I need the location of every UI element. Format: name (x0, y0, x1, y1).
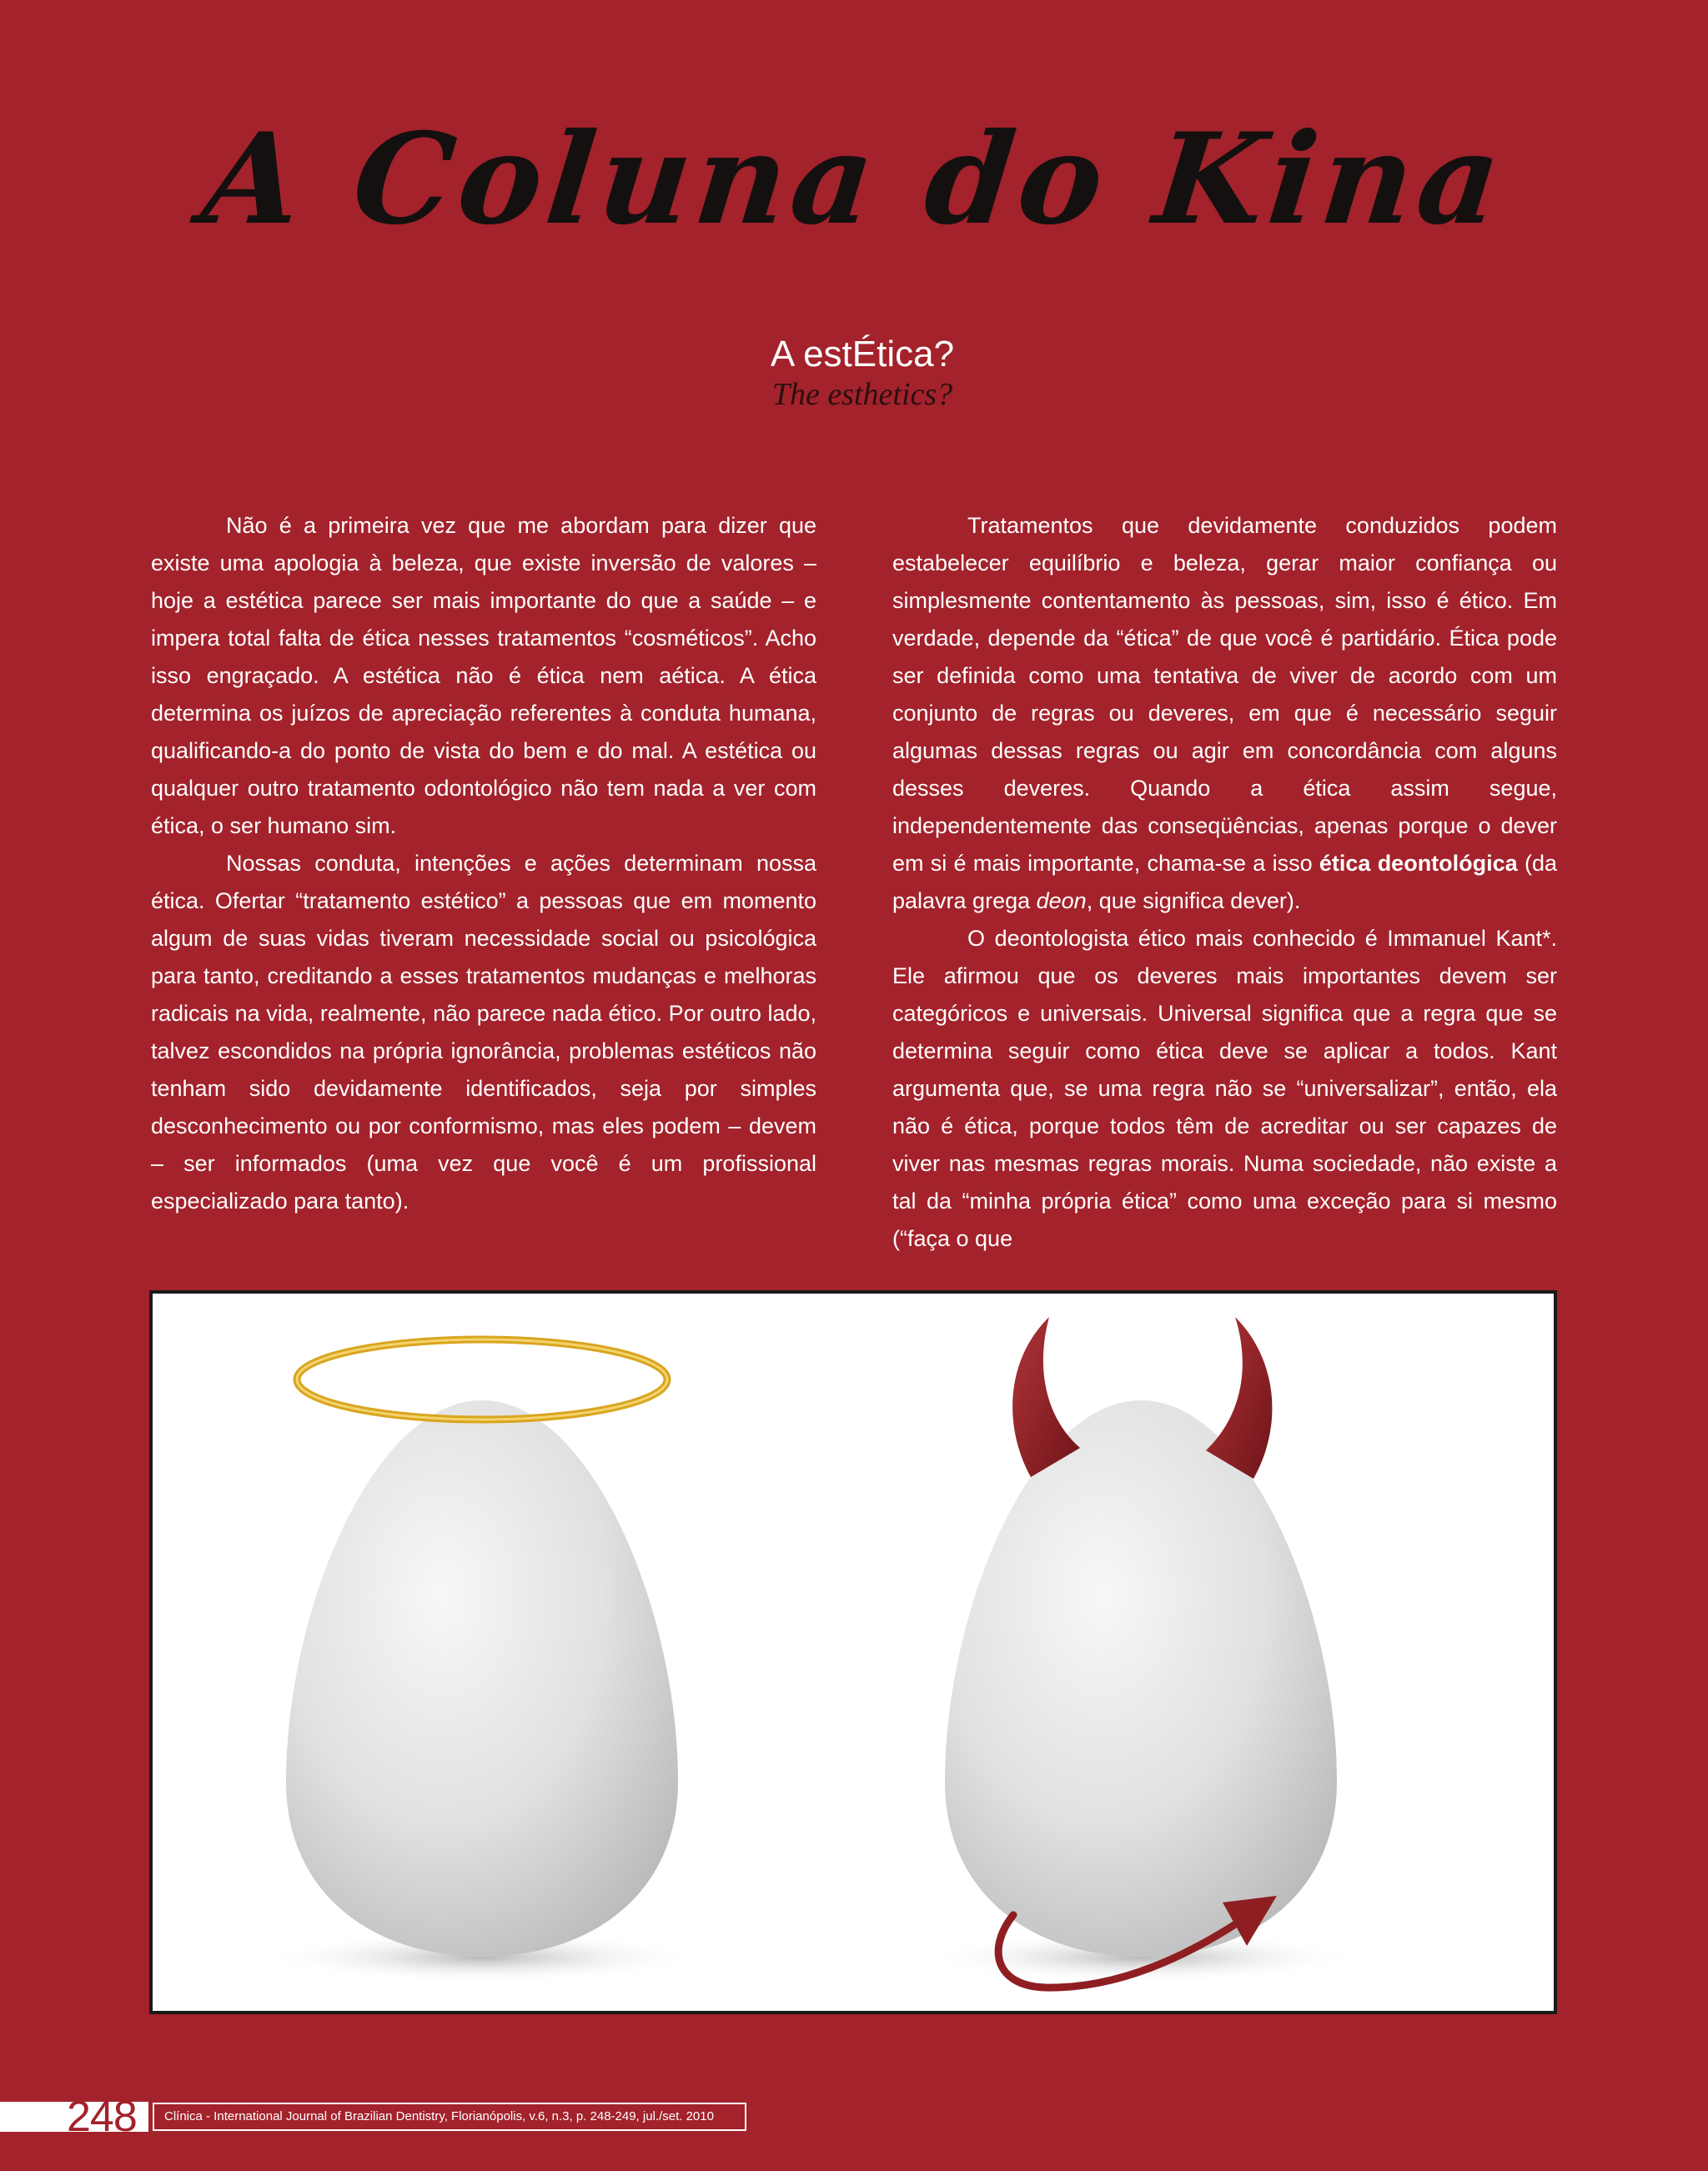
journal-citation: Clínica - International Journal of Brazilian Dentistry, Florianópolis, v.6, n.3, p. 248-249, jul./set. 2010 (153, 2103, 746, 2131)
article-subtitle: The esthetics? (771, 377, 953, 412)
paragraph-text: Tratamentos que devidamente conduzidos podem estabelecer equilíbrio e beleza, gerar maior confiança ou simplesmente contentamento às pessoas, sim, isso é ético. Em verdade, depende da “ética” de que você é partidário. Ética pode ser definida como uma tentativa de viver de acordo com um conjunto de regras ou deveres, em que é necessário seguir algumas dessas regras ou agir em concordância com alguns desses deveres. Quando a ética assim segue, independentemente das conseqüências, apenas porque o dever em si é mais importante, chama-se a isso (892, 513, 1557, 876)
right-text-column (892, 507, 1557, 1258)
paragraph: Nossas conduta, intenções e ações determinam nossa ética. Ofertar “tratamento estético” a pessoas que em momento algum de suas vidas tiveram necessidade social ou psicológica para tanto, creditando a esses tratamentos mudanças e melhoras radicais na vida, realmente, não parece nada ético. Por outro lado, talvez escondidos na própria ignorância, problemas estéticos não tenham sido devidamente identificados, seja por simples desconhecimento ou por conformismo, mas eles podem – devem – ser informados (uma vez que você é um profissional especializado para tanto). (151, 851, 816, 1214)
angel-egg-icon (265, 1339, 699, 1983)
paragraph: Não é a primeira vez que me abordam para dizer que existe uma apologia à beleza, que existe inversão de valores – hoje a estética parece ser mais importante do que a saúde – e impera total falta de ética nesses tratamentos “cosméticos”. Acho isso engraçado. A estética não é ética nem aética. A ética determina os juízos de apreciação referentes à conduta humana, qualificando-a do ponto de vista do bem e do mal. A estética ou qualquer outro tratamento odontológico não tem nada a ver com ética, o ser humano sim. (151, 513, 816, 838)
right-horn-icon (1206, 1317, 1272, 1479)
emphasis-term: ética deontológica (1319, 851, 1518, 876)
illustration-angel-devil-eggs (149, 1290, 1557, 2014)
greek-word: deon (1036, 888, 1087, 913)
column-masthead: A Coluna do Kina (196, 106, 1512, 253)
left-horn-icon (1012, 1317, 1080, 1477)
page-number: 248 (67, 2093, 137, 2141)
article-heading (0, 332, 1708, 412)
devil-egg-icon (924, 1317, 1358, 1988)
paragraph (892, 507, 1557, 920)
paragraph-text: (da palavra grega (892, 851, 1558, 913)
eggs-illustration (153, 1294, 1554, 2011)
article-title: A estÉtica? (770, 334, 955, 374)
paragraph: O deontologista ético mais conhecido é Immanuel Kant*. Ele afirmou que os deveres mais importantes devem ser categóricos e universais. Universal significa que a regra que se determina seguir como ética deve se aplicar a todos. Kant argumenta que, se uma regra não se “universalizar”, então, ela não é ética, porque todos têm de acreditar ou ser capazes de viver nas mesmas regras morais. Numa sociedade, não existe a tal da “minha própria ética” como uma exceção para si mesmo (“faça o que (892, 926, 1557, 1251)
left-text-column (151, 507, 816, 1220)
paragraph-text: , que significa dever). (1086, 888, 1301, 913)
